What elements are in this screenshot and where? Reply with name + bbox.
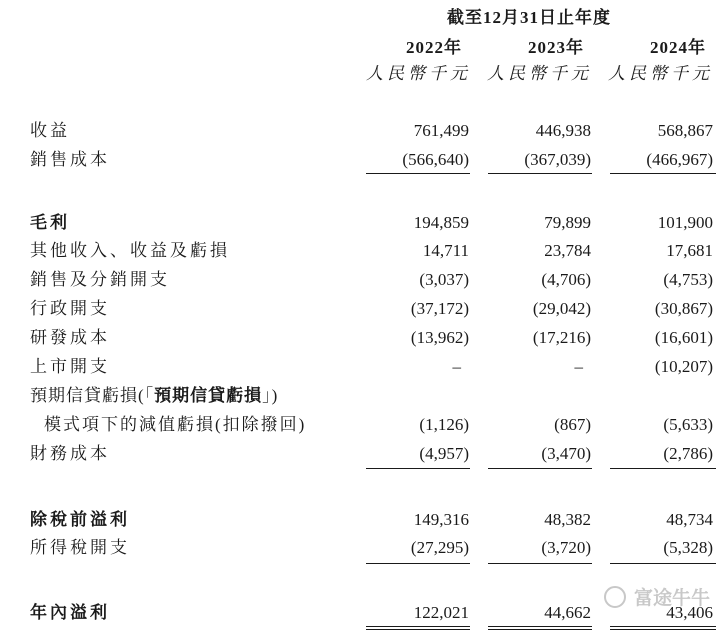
row-label-finance-costs: 財務成本: [30, 444, 110, 463]
year-2023-header: 2023年: [528, 38, 584, 57]
row-label-profit-for-year: 年內溢利: [30, 603, 110, 622]
row-label-revenue: 收益: [30, 121, 70, 140]
unit-2024: 人民幣千元: [608, 64, 713, 83]
value-selling-expenses-2023: (4,706): [541, 270, 591, 289]
value-selling-expenses-2024: (4,753): [663, 270, 713, 289]
total-double-rule-2023: [488, 629, 592, 630]
value-selling-expenses-2022: (3,037): [419, 270, 469, 289]
ecl-suffix: 」): [262, 386, 279, 405]
value-ecl-2023: (867): [554, 415, 591, 434]
total-double-rule-2022: [366, 629, 470, 630]
value-other-income-2023: 23,784: [544, 241, 591, 260]
value-gross-profit-2023: 79,899: [544, 213, 591, 232]
row-label-ecl: 模式項下的減值虧損(扣除撥回): [44, 415, 307, 434]
value-cost-of-sales-2022: (566,640): [402, 150, 469, 169]
value-profit-for-year-2024: 43,406: [666, 603, 713, 622]
subtotal-rule-2023: [488, 563, 592, 564]
row-label-ecl-line1: [30, 386, 278, 406]
value-profit-before-tax-2022: 149,316: [413, 510, 469, 529]
value-listing-expenses-2024: (10,207): [654, 357, 713, 376]
value-revenue-2022: 761,499: [413, 121, 469, 140]
total-rule-2024: [610, 626, 716, 627]
value-revenue-2024: 568,867: [657, 121, 713, 140]
subtotal-rule-2022: [366, 468, 470, 469]
value-ecl-2024: (5,633): [663, 415, 713, 434]
value-cost-of-sales-2024: (466,967): [646, 150, 713, 169]
total-rule-2022: [366, 626, 470, 627]
value-admin-expenses-2022: (37,172): [410, 299, 469, 318]
value-finance-costs-2024: (2,786): [663, 444, 713, 463]
subtotal-rule-2022: [366, 563, 470, 564]
value-listing-expenses-2023: –: [574, 357, 583, 376]
subtotal-rule-2024: [610, 468, 716, 469]
value-gross-profit-2022: 194,859: [413, 213, 469, 232]
value-gross-profit-2024: 101,900: [657, 213, 713, 232]
row-label-cost-of-sales: 銷售成本: [30, 150, 110, 169]
value-ecl-2022: (1,126): [419, 415, 469, 434]
row-label-selling-expenses: 銷售及分銷開支: [30, 270, 170, 289]
value-profit-before-tax-2023: 48,382: [544, 510, 591, 529]
value-other-income-2022: 14,711: [422, 241, 469, 260]
row-label-other-income: 其他收入、收益及虧損: [30, 241, 230, 260]
value-finance-costs-2023: (3,470): [541, 444, 591, 463]
year-2024-header: 2024年: [650, 38, 706, 57]
subtotal-rule-2023: [488, 468, 592, 469]
value-revenue-2023: 446,938: [535, 121, 591, 140]
subtotal-rule-2024: [610, 563, 716, 564]
value-listing-expenses-2022: –: [452, 357, 461, 376]
subtotal-rule-2024: [610, 173, 716, 174]
row-label-profit-before-tax: 除稅前溢利: [30, 510, 130, 529]
row-label-income-tax: 所得稅開支: [30, 538, 130, 557]
row-label-gross-profit: 毛利: [30, 213, 70, 232]
value-income-tax-2022: (27,295): [410, 538, 469, 557]
value-profit-before-tax-2024: 48,734: [666, 510, 713, 529]
value-admin-expenses-2023: (29,042): [532, 299, 591, 318]
value-rd-costs-2023: (17,216): [532, 328, 591, 347]
row-label-rd-costs: 研發成本: [30, 328, 110, 347]
value-rd-costs-2024: (16,601): [654, 328, 713, 347]
ecl-defined-term: 預期信貸虧損: [154, 386, 263, 405]
value-income-tax-2023: (3,720): [541, 538, 591, 557]
value-other-income-2024: 17,681: [666, 241, 713, 260]
row-label-admin-expenses: 行政開支: [30, 299, 110, 318]
unit-2022: 人民幣千元: [366, 64, 471, 83]
total-rule-2023: [488, 626, 592, 627]
value-rd-costs-2022: (13,962): [410, 328, 469, 347]
value-profit-for-year-2023: 44,662: [544, 603, 591, 622]
year-2022-header: 2022年: [406, 38, 462, 57]
value-income-tax-2024: (5,328): [663, 538, 713, 557]
watermark-text: 富途牛牛: [633, 587, 710, 609]
value-cost-of-sales-2023: (367,039): [524, 150, 591, 169]
subtotal-rule-2022: [366, 173, 470, 174]
value-profit-for-year-2022: 122,021: [413, 603, 469, 622]
value-admin-expenses-2024: (30,867): [654, 299, 713, 318]
unit-2023: 人民幣千元: [487, 64, 592, 83]
total-double-rule-2024: [610, 629, 716, 630]
value-finance-costs-2022: (4,957): [419, 444, 469, 463]
row-label-listing-expenses: 上市開支: [30, 357, 110, 376]
subtotal-rule-2023: [488, 173, 592, 174]
ecl-prefix: 預期信貸虧損(「: [30, 386, 155, 405]
period-header: 截至12月31日止年度: [447, 8, 611, 27]
